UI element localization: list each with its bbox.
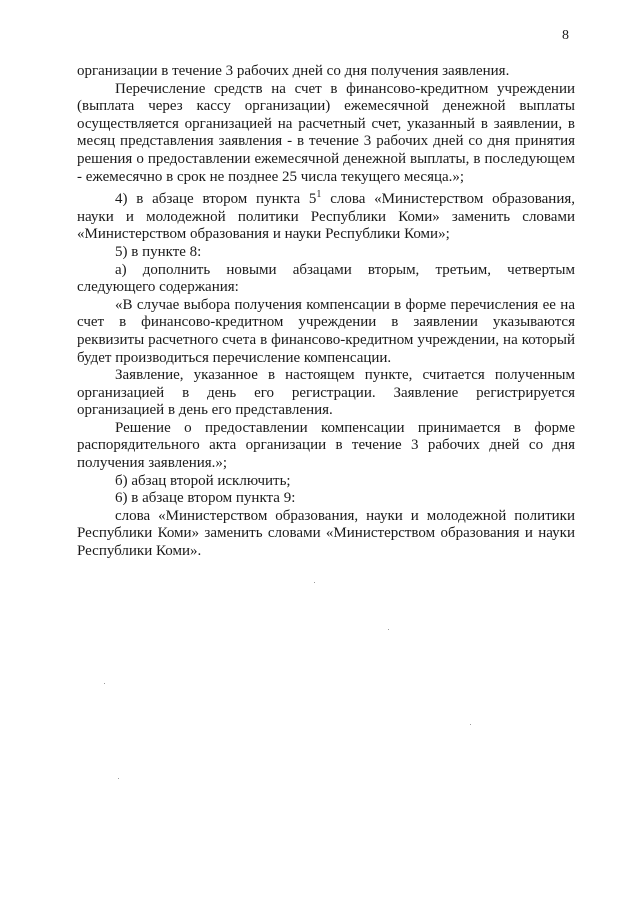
scan-speck: [104, 683, 105, 684]
paragraph: 5) в пункте 8:: [115, 243, 202, 260]
scan-speck: [118, 778, 119, 779]
paragraph: Перечисление средств на счет в финансово-кредитном учреждении (выплата через кассу организации) ежемесячной денежной выплаты осуществляется организацией на расчетный счет, указанный в заявлении, в месяц представления заявления - в течение 3 рабочих дней со дня принятия решения о предоставлении ежемесячной денежной выплаты, в последующем - ежемесячно в срок не позднее 25 числа текущего месяца.»;: [77, 80, 575, 185]
page-number: 8: [562, 28, 569, 43]
paragraph: 6) в абзаце втором пункта 9:: [115, 490, 296, 507]
paragraph: слова «Министерством образования, науки и молодежной политики Республики Коми» заменить словами «Министерством образования и науки Республики Коми».: [77, 507, 575, 560]
scan-speck: [470, 724, 471, 725]
paragraph: Решение о предоставлении компенсации принимается в форме распорядительного акта организации в течение 3 рабочих дней со дня получения заявления.»;: [77, 419, 575, 472]
item-4-prefix: 4) в абзаце втором пункта 5: [115, 191, 317, 208]
document-body: [77, 63, 575, 561]
paragraph: Заявление, указанное в настоящем пункте, считается полученным организацией в день его регистрации. Заявление регистрируется организацией в день его представления.: [77, 367, 575, 419]
paragraph: б) абзац второй исключить;: [115, 472, 291, 489]
item-4-text: слова «Министерством образования, науки и молодежной политики Республики Коми» заменить словами «Министерством образования и науки Республики Коми»;: [77, 191, 576, 243]
paragraph-item-4: [77, 186, 575, 244]
scan-speck: [388, 629, 389, 630]
paragraph: а) дополнить новыми абзацами вторым, третьим, четвертым следующего содержания:: [77, 261, 575, 296]
paragraph: «В случае выбора получения компенсации в форме перечисления ее на счет в финансово-кредитном учреждении в заявлении указываются реквизиты расчетного счета в финансово-кредитном учреждении, на который будет производиться перечисление компенсации.: [77, 296, 575, 366]
paragraph: организации в течение 3 рабочих дней со дня получения заявления.: [77, 63, 510, 79]
scan-speck: [314, 582, 315, 583]
item-4-superscript: 1: [316, 189, 322, 201]
